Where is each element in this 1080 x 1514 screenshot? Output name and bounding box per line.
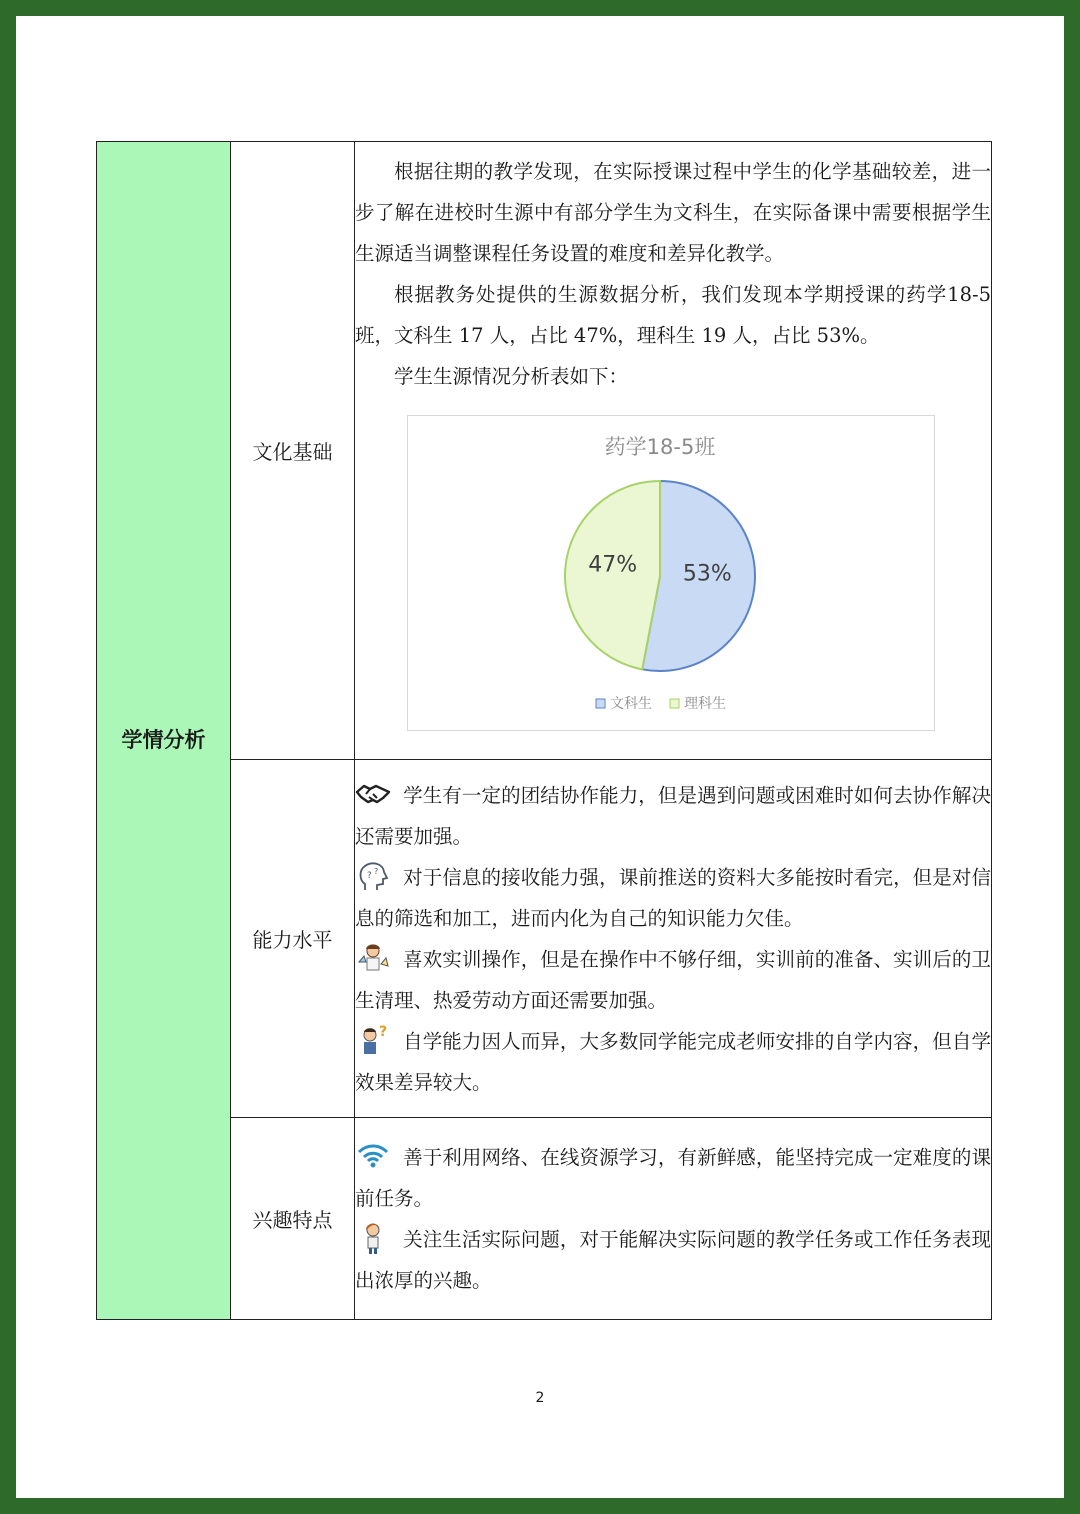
- pie-data-label: 53%: [682, 560, 732, 586]
- ability-text: 自学能力因人而异，大多数同学能完成老师安排的自学内容，但自学效果差异较大。: [355, 1029, 991, 1094]
- culture-paragraph: 根据往期的教学发现，在实际授课过程中学生的化学基础较差，进一步了解在进校时生源中有部分学生为文科生，在实际备课中需要根据学生生源适当调整课程任务设置的难度和差异化教学。: [355, 159, 991, 265]
- ability-item: [355, 1021, 991, 1103]
- interest-text: 关注生活实际问题，对于能解决实际问题的教学任务或工作任务表现出浓厚的兴趣。: [355, 1227, 991, 1292]
- culture-paragraph: 学生生源情况分析表如下：: [394, 364, 629, 388]
- interest-item: [355, 1219, 991, 1301]
- legend-swatch: [596, 699, 605, 708]
- section-title: 学情分析: [121, 727, 206, 752]
- handshake-icon: [355, 778, 391, 810]
- row-label-culture: 文化基础: [231, 142, 355, 760]
- ability-text: 对于信息的接收能力强，课前推送的资料大多能按时看完，但是对信息的筛选和加工，进而内化为自己的知识能力欠佳。: [355, 865, 991, 930]
- confused-student-icon: [355, 1024, 391, 1056]
- interest-text: 善于利用网络、在线资源学习，有新鲜感，能坚持完成一定难度的课前任务。: [355, 1145, 991, 1210]
- chart-title: 药学18-5班: [604, 434, 716, 459]
- scientist-icon: [355, 942, 391, 974]
- pie-data-label: 47%: [588, 552, 638, 578]
- legend-label: 理科生: [684, 695, 726, 712]
- section-title-cell: [97, 142, 231, 1320]
- student-girl-icon: [355, 1222, 391, 1254]
- row-label-ability: 能力水平: [231, 760, 355, 1118]
- interest-content: [355, 1118, 992, 1320]
- ability-item: [355, 939, 991, 1021]
- ability-item: [355, 857, 991, 939]
- page-number: 2: [535, 1390, 545, 1406]
- ability-text: 学生有一定的团结协作能力，但是遇到问题或困难时如何去协作解决还需要加强。: [355, 783, 991, 848]
- document-page: [16, 16, 1064, 1498]
- pie-chart: [407, 415, 935, 731]
- analysis-table: [96, 141, 992, 1320]
- row-label-interest: 兴趣特点: [231, 1118, 355, 1320]
- interest-item: [355, 1137, 991, 1219]
- culture-paragraph: 根据教务处提供的生源数据分析，我们发现本学期授课的药学18-5 班，文科生 17 人，占比 47%，理科生 19 人，占比 53%。: [355, 282, 991, 347]
- ability-content: [355, 760, 992, 1118]
- legend-label: 文科生: [610, 695, 652, 712]
- svg-text:?: ?: [374, 866, 379, 876]
- svg-text:?: ?: [367, 870, 372, 881]
- legend-swatch: [670, 699, 679, 708]
- wifi-icon: [355, 1140, 391, 1172]
- culture-content: [355, 142, 992, 760]
- head-thinking-icon: [355, 860, 391, 892]
- svg-text:?: ?: [379, 1023, 388, 1040]
- ability-item: [355, 775, 991, 857]
- ability-text: 喜欢实训操作，但是在操作中不够仔细，实训前的准备、实训后的卫生清理、热爱劳动方面还需要加强。: [355, 947, 991, 1012]
